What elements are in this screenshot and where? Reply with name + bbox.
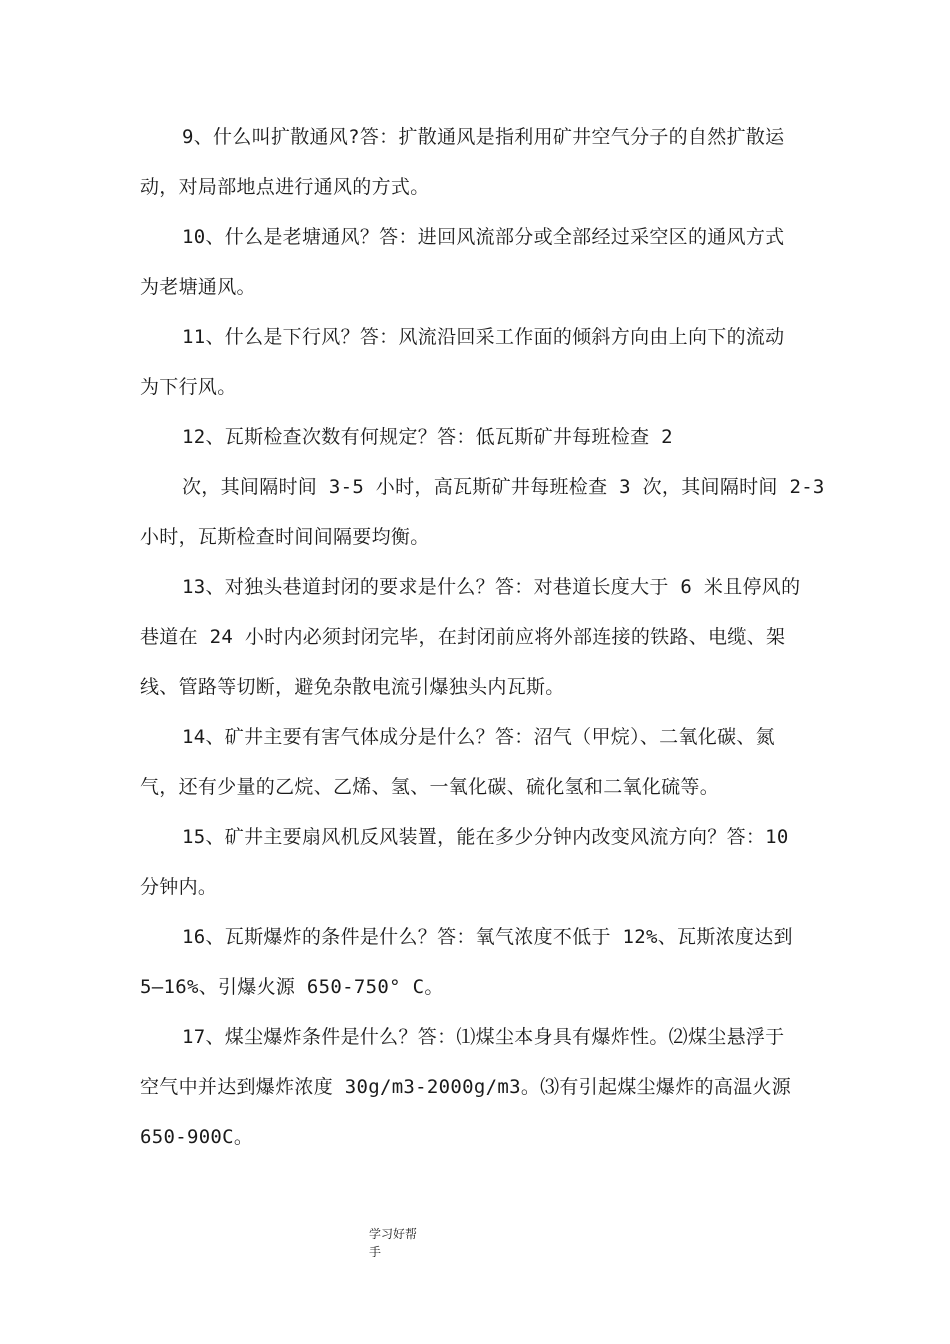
text-line: 线、管路等切断，避免杂散电流引爆独头内瓦斯。 [140,676,565,698]
text-line: 小时，瓦斯检查时间间隔要均衡。 [140,526,430,548]
text-line: 13、对独头巷道封闭的要求是什么？答：对巷道长度大于 6 米且停风的 [182,576,801,598]
text-line: 650-900C。 [140,1126,254,1148]
text-line: 动，对局部地点进行通风的方式。 [140,176,430,198]
footer-line-1: 学习好帮 [369,1227,418,1241]
text-line: 14、矿井主要有害气体成分是什么？答：沼气（甲烷）、二氧化碳、氮 [182,726,775,748]
text-line: 16、瓦斯爆炸的条件是什么？答：氧气浓度不低于 12%、瓦斯浓度达到 [182,926,793,948]
text-line: 9、什么叫扩散通风?答：扩散通风是指利用矿井空气分子的自然扩散运 [182,126,785,148]
text-line: 次，其间隔时间 3-5 小时，高瓦斯矿井每班检查 3 次，其间隔时间 2-3 [182,476,825,498]
text-line: 12、瓦斯检查次数有何规定？答：低瓦斯矿井每班检查 2 [182,426,673,448]
document-body [140,112,825,1162]
text-line: 为下行风。 [140,376,237,398]
text-line: 分钟内。 [140,876,218,898]
text-line: 10、什么是老塘通风？答：进回风流部分或全部经过采空区的通风方式 [182,226,785,248]
text-line: 空气中并达到爆炸浓度 30g/m3-2000g/m3。⑶有引起煤尘爆炸的高温火源 [140,1076,792,1098]
footer-line-2: 手 [369,1245,382,1259]
text-line: 为老塘通风。 [140,276,256,298]
text-line: 11、什么是下行风？答：风流沿回采工作面的倾斜方向由上向下的流动 [182,326,785,348]
text-line: 气，还有少量的乙烷、乙烯、氢、一氧化碳、硫化氢和二氧化硫等。 [140,776,720,798]
text-line: 5—16%、引爆火源 650-750° C。 [140,976,444,998]
text-line: 15、矿井主要扇风机反风装置，能在多少分钟内改变风流方向？答：10 [182,826,789,848]
text-line: 17、煤尘爆炸条件是什么？答：⑴煤尘本身具有爆炸性。⑵煤尘悬浮于 [182,1026,785,1048]
text-line: 巷道在 24 小时内必须封闭完毕，在封闭前应将外部连接的铁路、电缆、架 [140,626,786,648]
page-footer [369,1225,439,1261]
